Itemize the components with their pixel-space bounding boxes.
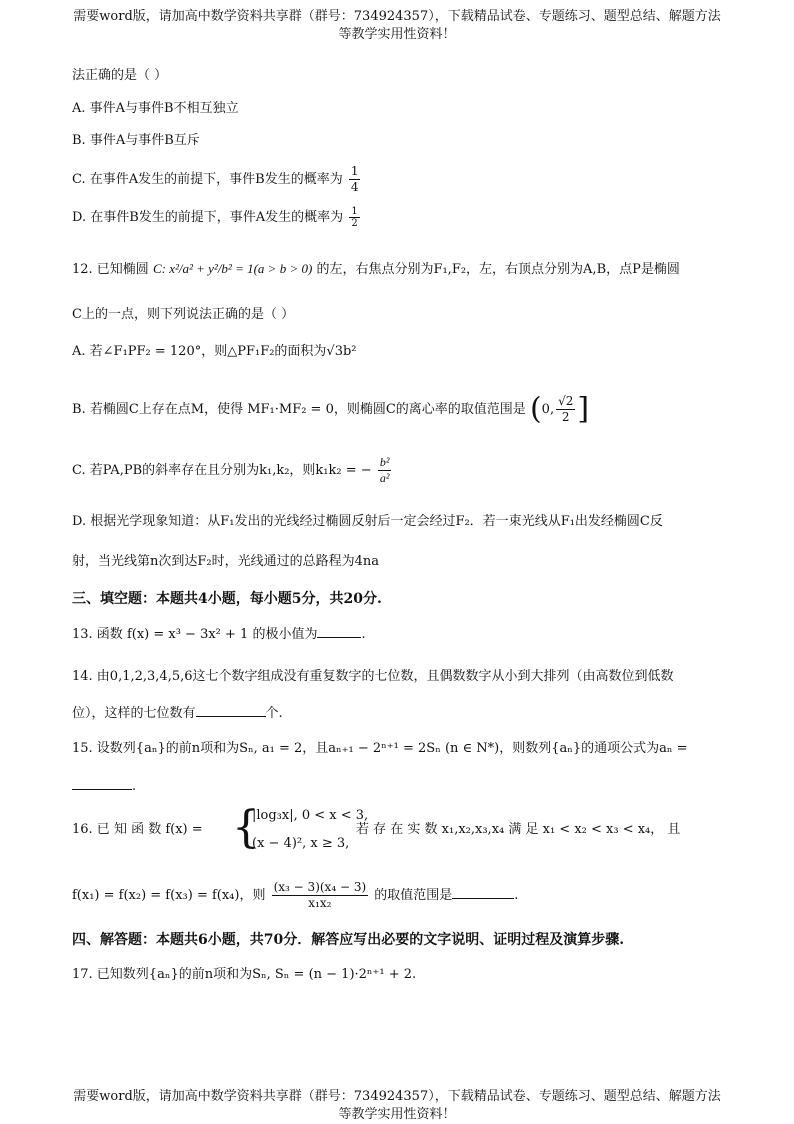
fraction-numerator: √2 — [558, 394, 574, 408]
q14-line-1: 14. 由0,1,2,3,4,5,6这七个数字组成没有重复数字的七位数，且偶数数字从小到大排列（由高数位到低数 — [72, 669, 674, 684]
q12-option-d-line-2: 射，当光线第n次到达F₂时，光线通过的总路程为4na — [72, 554, 379, 569]
q12-option-c — [72, 455, 393, 486]
section-3-heading: 三、填空题：本题共4小题，每小题5分，共20分. — [72, 591, 382, 607]
q11-option-b: B. 事件A与事件B互斥 — [72, 133, 200, 148]
range-fraction — [556, 394, 575, 425]
footer-line-2: 等教学实用性资料！ — [338, 1107, 456, 1122]
range-close-bracket: ] — [577, 391, 590, 427]
range-open-paren: ( — [529, 391, 542, 427]
q15-line-2 — [72, 776, 136, 797]
fraction-denominator: 2 — [351, 218, 358, 229]
piecewise-brace: { — [232, 802, 260, 853]
q12-option-c-text: C. 若PA,PB的斜率存在且分别为k₁,k₂，则k₁k₂ = − — [72, 463, 372, 478]
q15-tail: . — [132, 779, 137, 794]
q12-option-c-fraction — [378, 455, 392, 486]
footer-line-1: 需要word版，请加高中数学资料共享群（群号：734924357），下载精品试卷、专题练习、题型总结、解题方法 — [73, 1089, 721, 1104]
fraction-denominator: x₁x₂ — [308, 896, 332, 910]
fraction-numerator: b² — [379, 455, 390, 469]
q11-option-c-fraction — [349, 164, 361, 195]
page-header — [40, 8, 754, 44]
fraction-denominator: 4 — [350, 180, 359, 194]
fraction-numerator: 1 — [350, 164, 359, 178]
q16-fraction — [272, 880, 369, 911]
q16-line-2-b: 的取值范围是 — [374, 888, 453, 903]
q13 — [72, 624, 366, 645]
q12-ellipse-equation: C: x²/a² + y²/b² = 1(a > b > 0) — [152, 261, 313, 276]
q16-answer-blank — [452, 885, 514, 899]
q16-line-2-a: f(x₁) = f(x₂) = f(x₃) = f(x₄)，则 — [72, 888, 266, 903]
q13-answer-blank — [317, 624, 361, 638]
q16-case-1: |log₃x|, 0 < x < 3, — [252, 808, 369, 823]
header-line-1: 需要word版，请加高中数学资料共享群（群号：734924357），下载精品试卷、专题练习、题型总结、解题方法 — [73, 9, 721, 24]
range-left: 0, — [541, 402, 555, 417]
q15-line-1: 15. 设数列{aₙ}的前n项和为Sₙ, a₁ = 2，且aₙ₊₁ − 2ⁿ⁺¹ = 2Sₙ (n ∈ N*)，则数列{aₙ}的通项公式为aₙ = — [72, 741, 688, 756]
fraction-numerator: (x₃ − 3)(x₄ − 3) — [273, 880, 367, 894]
q16-tail: . — [514, 888, 519, 903]
q17: 17. 已知数列{aₙ}的前n项和为Sₙ, Sₙ = (n − 1)·2ⁿ⁺¹ + 2. — [72, 967, 417, 982]
q11-option-c — [72, 164, 362, 195]
q16-mid: 若 存 在 实 数 x₁,x₂,x₃,x₄ 满 足 x₁ < x₂ < x₃ < x₄， 且 — [356, 822, 681, 837]
q14-line-2 — [72, 703, 283, 724]
q12-stem — [72, 259, 680, 280]
q11-option-d-fraction — [349, 206, 359, 229]
fraction-numerator: 1 — [351, 206, 358, 217]
fraction-denominator: a² — [379, 471, 390, 485]
q12-stem-cont: 的左，右焦点分别为F₁,F₂，左，右顶点分别为A,B，点P是椭圆 — [316, 262, 680, 277]
section-4-heading: 四、解答题：本题共6小题，共70分．解答应写出必要的文字说明、证明过程及演算步骤. — [72, 932, 625, 948]
q14-line-2-b: 个. — [265, 706, 283, 721]
q12-option-a: A. 若∠F₁PF₂ = 120°，则△PF₁F₂的面积为√3b² — [72, 344, 357, 359]
q16-lead: 16. 已 知 函 数 f(x) = — [72, 822, 203, 837]
q15-answer-blank — [72, 776, 132, 790]
q12-option-d-line-1: D. 根据光学现象知道：从F₁发出的光线经过椭圆反射后一定会经过F₂．若一束光线从F₁出发经椭圆C反 — [72, 514, 663, 529]
q16-case-2: (x − 4)², x ≥ 3, — [252, 836, 350, 851]
q14-answer-blank — [196, 703, 266, 717]
q14-line-2-a: 位），这样的七位数有 — [72, 706, 196, 721]
q11-option-d — [72, 206, 362, 229]
q11-option-d-text: D. 在事件B发生的前提下，事件A发生的概率为 — [72, 210, 344, 225]
header-line-2: 等教学实用性资料！ — [338, 27, 456, 42]
q12-number: 12. 已知椭圆 — [72, 262, 149, 277]
page-footer — [40, 1088, 754, 1124]
fraction-denominator: 2 — [561, 410, 570, 424]
q12-option-b-text: B. 若椭圆C上存在点M，使得 MF₁·MF₂ = 0，则椭圆C的离心率的取值范围是 — [72, 402, 526, 417]
q13-tail: . — [361, 627, 366, 642]
q12-stem-line-2: C上的一点，则下列说法正确的是（ ） — [72, 307, 295, 322]
q11-stem-tail: 法正确的是（ ） — [72, 68, 168, 83]
q12-option-b — [72, 391, 590, 427]
q13-text: 13. 函数 f(x) = x³ − 3x² + 1 的极小值为 — [72, 627, 318, 642]
q11-option-a: A. 事件A与事件B不相互独立 — [72, 101, 239, 116]
q11-option-c-text: C. 在事件A发生的前提下，事件B发生的概率为 — [72, 172, 343, 187]
q16-line-2 — [72, 880, 518, 911]
